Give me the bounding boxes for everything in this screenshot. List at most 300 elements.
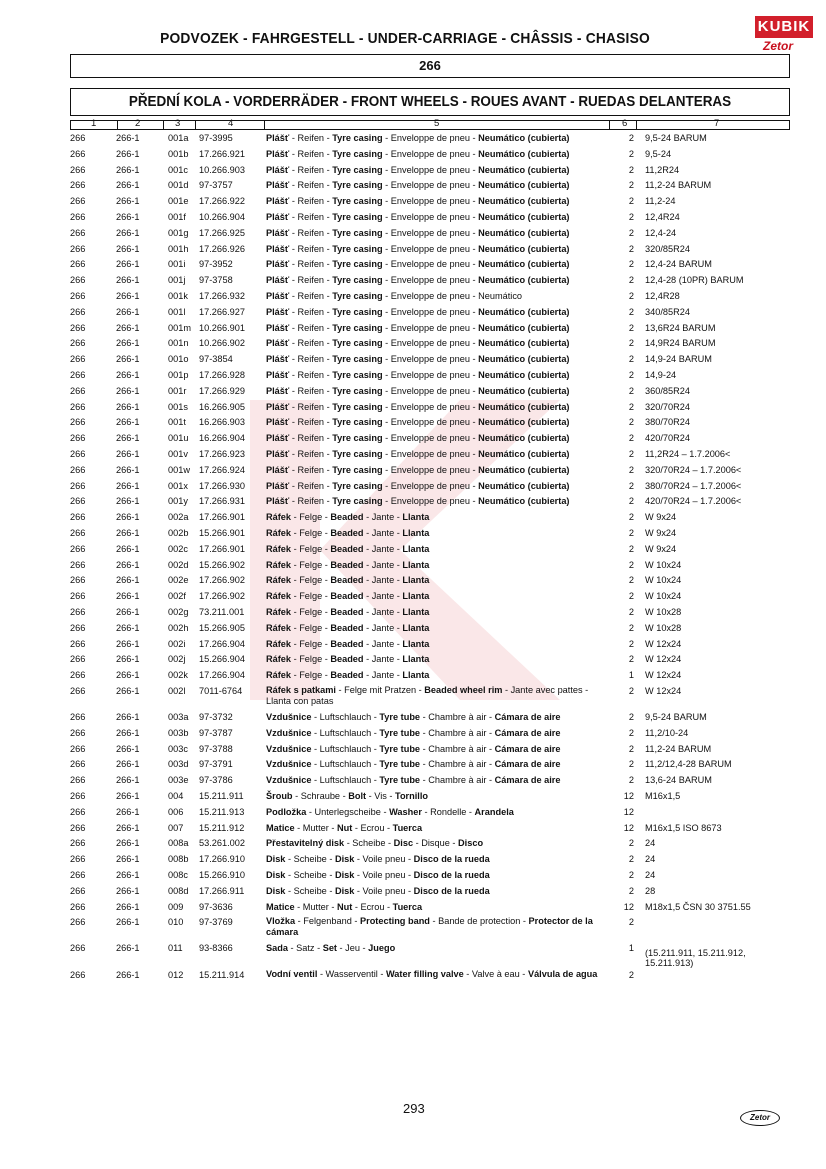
quantity: 2	[628, 854, 634, 865]
group-number: 266	[70, 759, 86, 770]
table-row	[0, 606, 826, 622]
figure-number: 266-1	[116, 791, 140, 801]
position-number: 002b	[168, 528, 189, 538]
part-description	[266, 853, 606, 865]
figure-number: 266-1	[116, 727, 140, 738]
table-row	[0, 416, 826, 432]
note: M18x1,5 ČSN 30 3751.55	[645, 901, 751, 912]
group-number: 266	[70, 275, 86, 286]
part-number: 17.266.923	[199, 449, 245, 459]
note: W 12x24	[645, 654, 682, 665]
part-name-cz: Ráfek s patkami	[266, 685, 336, 695]
figure-number: 266-1	[116, 354, 140, 365]
part-description	[266, 227, 606, 239]
group-number: 266	[70, 180, 86, 191]
part-name-cz: Plášť	[266, 180, 290, 191]
part-name-translations: - Felge - Beaded - Jante - Llanta	[291, 607, 430, 617]
part-name-cz: Disk	[266, 870, 286, 880]
note: 13,6R24 BARUM	[645, 322, 716, 333]
quantity: 2	[628, 480, 634, 491]
part-description	[266, 622, 606, 634]
group-number: 266	[70, 543, 86, 554]
quantity: 2	[628, 496, 634, 507]
figure-number: 266-1	[116, 196, 140, 207]
part-description	[266, 574, 606, 586]
part-name-cz: Plášť	[266, 148, 290, 159]
part-number: 10.266.902	[199, 338, 245, 349]
table-row	[0, 369, 826, 385]
figure-number: 266-1	[116, 148, 140, 159]
note: 320/70R24	[645, 401, 690, 412]
group-number: 266	[70, 322, 86, 333]
part-description	[266, 401, 606, 413]
quantity: 2	[628, 370, 634, 380]
part-number: 17.266.929	[199, 385, 245, 396]
part-name-cz: Plášť	[266, 354, 290, 365]
figure-number: 266-1	[116, 686, 140, 696]
table-row	[0, 495, 826, 511]
part-number: 17.266.902	[199, 591, 245, 602]
quantity: 2	[628, 512, 634, 523]
part-name-translations: - Satz - Set - Jeu - Juego	[287, 943, 396, 954]
part-number: 15.266.905	[199, 622, 245, 633]
position-number: 001j	[168, 275, 186, 286]
part-name-translations: - Reifen - Tyre casing - Enveloppe de pneu - Neumático (cubierta)	[289, 148, 570, 159]
part-description	[266, 164, 606, 176]
position-number: 002l	[168, 686, 186, 696]
part-number: 17.266.927	[199, 306, 245, 317]
quantity: 12	[623, 901, 634, 912]
part-name-cz: Vložka	[266, 916, 296, 927]
note: 12,4R28	[645, 291, 680, 301]
part-number: 17.266.932	[199, 291, 245, 301]
part-name-translations: - Luftschlauch - Tyre tube - Chambre à air - Cámara de aire	[311, 743, 561, 754]
part-description	[266, 606, 606, 618]
figure-number: 266-1	[116, 712, 140, 722]
part-number: 97-3787	[199, 727, 233, 738]
part-name-translations: - Felge mit Pratzen - Beaded wheel rim - Jante avec pattes - Llanta con patas	[266, 685, 589, 706]
figure-number: 266-1	[116, 917, 140, 928]
note: 13,6-24 BARUM	[645, 775, 712, 786]
quantity: 12	[623, 806, 634, 817]
position-number: 002c	[168, 543, 188, 554]
group-number: 266	[70, 417, 86, 428]
part-name-translations: - Scheibe - Disk - Voile pneu - Disco de la rueda	[285, 885, 490, 896]
position-number: 002g	[168, 607, 189, 617]
note: (15.211.911, 15.211.912, 15.211.913)	[645, 948, 746, 969]
quantity: 2	[628, 401, 634, 412]
part-number: 17.266.930	[199, 480, 245, 491]
position-number: 002i	[168, 638, 186, 649]
note: M16x1,5	[645, 791, 681, 801]
table-row	[0, 448, 826, 464]
part-name-translations: - Wasserventil - Water filling valve - Valve à eau - Válvula de agua	[317, 969, 598, 980]
table-row	[0, 148, 826, 164]
part-name-cz: Ráfek	[266, 575, 292, 586]
note: 9,5-24	[645, 148, 672, 159]
part-name-cz: Sada	[266, 943, 288, 954]
group-code: 266	[419, 58, 441, 73]
part-name-translations: - Reifen - Tyre casing - Enveloppe de pneu - Neumático (cubierta)	[289, 449, 570, 459]
column-header	[70, 120, 790, 130]
group-number: 266	[70, 970, 86, 981]
part-description	[266, 774, 606, 786]
group-number: 266	[70, 133, 86, 143]
position-number: 008b	[168, 854, 189, 865]
figure-number: 266-1	[116, 164, 140, 175]
part-name-cz: Plášť	[266, 433, 290, 444]
quantity: 12	[623, 822, 634, 833]
part-description	[266, 290, 606, 302]
part-description	[266, 322, 606, 334]
note: 11,2R24	[645, 164, 680, 175]
group-number: 266	[70, 901, 86, 912]
figure-number: 266-1	[116, 496, 140, 507]
quantity: 2	[628, 838, 634, 849]
part-description	[266, 416, 606, 428]
part-name-cz: Plášť	[266, 306, 290, 317]
position-number: 001e	[168, 196, 189, 207]
table-row	[0, 337, 826, 353]
part-name-cz: Plášť	[266, 196, 290, 207]
part-name-cz: Ráfek	[266, 607, 292, 617]
part-name-translations: - Felge - Beaded - Jante - Llanta	[291, 638, 430, 649]
note: 12,4-24 BARUM	[645, 259, 712, 270]
part-name-cz: Plášť	[266, 464, 290, 475]
table-row	[0, 322, 826, 338]
note: 11,2R24 – 1.7.2006<	[645, 449, 731, 459]
quantity: 1	[628, 670, 634, 681]
table-row	[0, 822, 826, 838]
part-number: 17.266.902	[199, 575, 245, 586]
quantity: 2	[628, 759, 634, 770]
part-name-translations: - Felge - Beaded - Jante - Llanta	[291, 622, 430, 633]
part-name-translations: - Reifen - Tyre casing - Enveloppe de pneu - Neumático (cubierta)	[289, 338, 570, 349]
figure-number: 266-1	[116, 575, 140, 586]
part-name-translations: - Reifen - Tyre casing - Enveloppe de pneu - Neumático (cubierta)	[289, 227, 570, 238]
table-row	[0, 401, 826, 417]
part-number: 10.266.901	[199, 322, 245, 333]
table-row	[0, 669, 826, 685]
quantity: 2	[628, 575, 634, 586]
logo-brand: KUBIK	[755, 16, 813, 38]
part-name-translations: - Reifen - Tyre casing - Enveloppe de pneu - Neumático (cubierta)	[289, 464, 570, 475]
part-description	[266, 559, 606, 571]
part-number: 10.266.904	[199, 212, 245, 222]
part-name-cz: Plášť	[266, 291, 290, 301]
part-description	[266, 495, 606, 507]
part-description	[266, 132, 606, 144]
part-name-translations: - Reifen - Tyre casing - Enveloppe de pneu - Neumático (cubierta)	[289, 306, 570, 317]
quantity: 2	[628, 212, 634, 222]
group-number: 266	[70, 338, 86, 349]
group-number: 266	[70, 370, 86, 380]
part-name-cz: Matice	[266, 822, 295, 833]
figure-number: 266-1	[116, 759, 140, 770]
part-name-translations: - Reifen - Tyre casing - Enveloppe de pneu - Neumático (cubierta)	[289, 370, 570, 380]
note: W 9x24	[645, 528, 677, 538]
group-number: 266	[70, 775, 86, 786]
part-number: 97-3854	[199, 354, 233, 365]
figure-number: 266-1	[116, 591, 140, 602]
part-name-cz: Plášť	[266, 243, 290, 254]
note: 12,4R24	[645, 212, 680, 222]
part-name-translations: - Reifen - Tyre casing - Enveloppe de pneu - Neumático (cubierta)	[289, 243, 570, 254]
table-row	[0, 622, 826, 638]
position-number: 001n	[168, 338, 189, 349]
note: 28	[645, 885, 656, 896]
part-number: 97-3791	[199, 759, 233, 770]
note: 420/70R24 – 1.7.2006<	[645, 496, 742, 507]
note: 11,2-24 BARUM	[645, 743, 712, 754]
table-row	[0, 258, 826, 274]
table-row	[0, 179, 826, 195]
figure-number: 266-1	[116, 370, 140, 380]
part-number: 15.266.902	[199, 559, 245, 570]
quantity: 12	[623, 791, 634, 801]
group-number: 266	[70, 227, 86, 238]
part-description	[266, 148, 606, 160]
position-number: 004	[168, 791, 184, 801]
part-description	[266, 822, 606, 834]
quantity: 2	[628, 433, 634, 444]
figure-number: 266-1	[116, 743, 140, 754]
part-number: 17.266.924	[199, 464, 245, 475]
position-number: 011	[168, 943, 183, 954]
column-label-4: 4	[228, 118, 234, 129]
part-name-cz: Plášť	[266, 259, 290, 270]
part-description	[266, 195, 606, 207]
table-row	[0, 885, 826, 901]
part-name-cz: Ráfek	[266, 512, 292, 523]
quantity: 2	[628, 180, 634, 191]
part-name-translations: - Reifen - Tyre casing - Enveloppe de pneu - Neumático	[289, 291, 523, 301]
part-description	[266, 685, 606, 706]
part-name-cz: Ráfek	[266, 559, 292, 570]
page-number: 293	[403, 1101, 425, 1116]
group-number: 266	[70, 164, 86, 175]
note: 320/85R24	[645, 243, 690, 254]
part-number: 93-8366	[199, 943, 233, 954]
position-number: 006	[168, 806, 184, 817]
group-number: 266	[70, 480, 86, 491]
part-number: 15.266.901	[199, 528, 245, 538]
position-number: 001r	[168, 385, 187, 396]
part-name-cz: Ráfek	[266, 622, 292, 633]
position-number: 008d	[168, 885, 189, 896]
position-number: 001g	[168, 227, 189, 238]
group-number: 266	[70, 870, 86, 880]
group-number: 266	[70, 496, 86, 507]
position-number: 008c	[168, 870, 188, 880]
table-row	[0, 464, 826, 480]
position-number: 001a	[168, 133, 189, 143]
part-name-cz: Ráfek	[266, 654, 292, 665]
part-description	[266, 243, 606, 255]
table-row	[0, 590, 826, 606]
part-name-cz: Plášť	[266, 164, 290, 175]
group-number: 266	[70, 464, 86, 475]
quantity: 2	[628, 275, 634, 286]
note: 14,9-24	[645, 370, 677, 380]
note: 12,4-24	[645, 227, 677, 238]
group-number: 266	[70, 791, 86, 801]
figure-number: 266-1	[116, 243, 140, 254]
position-number: 001t	[168, 417, 186, 428]
part-number: 15.266.910	[199, 870, 245, 880]
part-name-translations: - Reifen - Tyre casing - Enveloppe de pneu - Neumático (cubierta)	[289, 212, 570, 222]
part-description	[266, 432, 606, 444]
part-number: 17.266.925	[199, 227, 245, 238]
position-number: 001p	[168, 370, 189, 380]
part-number: 17.266.931	[199, 496, 245, 507]
quantity: 2	[628, 591, 634, 602]
quantity: 2	[628, 148, 634, 159]
part-name-cz: Ráfek	[266, 670, 292, 681]
note: 24	[645, 870, 656, 880]
figure-number: 266-1	[116, 322, 140, 333]
position-number: 002a	[168, 512, 189, 523]
group-number: 266	[70, 306, 86, 317]
part-name-translations: - Felgenband - Protecting band - Bande de protection - Protector de la cámara	[266, 916, 593, 937]
group-number: 266	[70, 401, 86, 412]
figure-number: 266-1	[116, 870, 140, 880]
position-number: 012	[168, 970, 184, 981]
part-name-translations: - Felge - Beaded - Jante - Llanta	[291, 654, 430, 665]
table-row	[0, 711, 826, 727]
part-name-cz: Přestavitelný disk	[266, 838, 345, 849]
figure-number: 266-1	[116, 259, 140, 270]
table-row	[0, 164, 826, 180]
table-row	[0, 727, 826, 743]
part-name-cz: Ráfek	[266, 528, 292, 538]
quantity: 2	[628, 322, 634, 333]
part-description	[266, 448, 606, 460]
figure-number: 266-1	[116, 943, 140, 954]
part-name-cz: Vodní ventil	[266, 969, 318, 980]
group-number: 266	[70, 838, 86, 849]
part-number: 17.266.926	[199, 243, 245, 254]
figure-number: 266-1	[116, 654, 140, 665]
position-number: 003e	[168, 775, 189, 786]
position-number: 003c	[168, 743, 188, 754]
figure-number: 266-1	[116, 806, 140, 817]
position-number: 001w	[168, 464, 190, 475]
position-number: 003b	[168, 727, 189, 738]
position-number: 002d	[168, 559, 189, 570]
group-number: 266	[70, 291, 86, 301]
part-number: 15.211.913	[199, 806, 245, 817]
table-row	[0, 543, 826, 559]
position-number: 003a	[168, 712, 189, 722]
note: 11,2/12,4-28 BARUM	[645, 759, 732, 770]
quantity: 2	[628, 622, 634, 633]
part-description	[266, 306, 606, 318]
quantity: 2	[628, 686, 634, 696]
figure-number: 266-1	[116, 480, 140, 491]
note: W 10x24	[645, 591, 682, 602]
table-row	[0, 385, 826, 401]
part-number: 17.266.910	[199, 854, 245, 865]
figure-number: 266-1	[116, 212, 140, 222]
group-number: 266	[70, 243, 86, 254]
position-number: 002f	[168, 591, 186, 602]
quantity: 2	[628, 870, 634, 880]
part-name-cz: Plášť	[266, 401, 290, 412]
quantity: 2	[628, 354, 634, 365]
part-description	[266, 743, 606, 755]
part-name-cz: Plášť	[266, 480, 290, 491]
part-name-cz: Ráfek	[266, 543, 292, 554]
table-row	[0, 758, 826, 774]
group-number: 266	[70, 433, 86, 444]
part-description	[266, 942, 606, 954]
table-row	[0, 869, 826, 885]
table-row	[0, 290, 826, 306]
part-description	[266, 806, 606, 818]
part-description	[266, 543, 606, 555]
quantity: 2	[628, 417, 634, 428]
quantity: 2	[628, 727, 634, 738]
part-description	[266, 916, 606, 937]
column-divider	[636, 121, 637, 129]
part-description	[266, 837, 606, 849]
part-name-cz: Vzdušnice	[266, 712, 312, 722]
note: 11,2/10-24	[645, 727, 689, 738]
figure-number: 266-1	[116, 227, 140, 238]
column-divider	[264, 121, 265, 129]
position-number: 002h	[168, 622, 189, 633]
part-description	[266, 901, 606, 913]
part-number: 97-3732	[199, 712, 233, 722]
quantity: 2	[628, 291, 634, 301]
part-description	[266, 337, 606, 349]
group-number: 266	[70, 670, 86, 681]
figure-number: 266-1	[116, 306, 140, 317]
part-name-translations: - Felge - Beaded - Jante - Llanta	[291, 512, 430, 523]
note: 320/70R24 – 1.7.2006<	[645, 464, 742, 475]
part-description	[266, 638, 606, 650]
position-number: 009	[168, 901, 184, 912]
column-label-5: 5	[434, 118, 440, 129]
figure-number: 266-1	[116, 528, 140, 538]
group-number: 266	[70, 885, 86, 896]
table-row	[0, 916, 826, 937]
table-row	[0, 274, 826, 290]
part-name-cz: Plášť	[266, 385, 290, 396]
part-name-cz: Plášť	[266, 133, 290, 143]
part-name-cz: Vzdušnice	[266, 743, 312, 754]
part-description	[266, 653, 606, 665]
part-name-cz: Disk	[266, 854, 286, 865]
part-name-translations: - Felge - Beaded - Jante - Llanta	[291, 528, 430, 538]
part-number: 97-3788	[199, 743, 233, 754]
note: W 9x24	[645, 543, 677, 554]
part-number: 17.266.928	[199, 370, 245, 380]
part-name-translations: - Schraube - Bolt - Vis - Tornillo	[292, 791, 429, 801]
note: 9,5-24 BARUM	[645, 133, 707, 143]
part-name-cz: Plášť	[266, 322, 290, 333]
figure-number: 266-1	[116, 338, 140, 349]
table-row	[0, 480, 826, 496]
note: 14,9-24 BARUM	[645, 354, 712, 365]
position-number: 007	[168, 822, 184, 833]
part-name-translations: - Reifen - Tyre casing - Enveloppe de pneu - Neumático (cubierta)	[289, 496, 570, 507]
table-row	[0, 806, 826, 822]
quantity: 2	[628, 775, 634, 786]
part-number: 97-3952	[199, 259, 233, 270]
note: W 10x28	[645, 607, 682, 617]
